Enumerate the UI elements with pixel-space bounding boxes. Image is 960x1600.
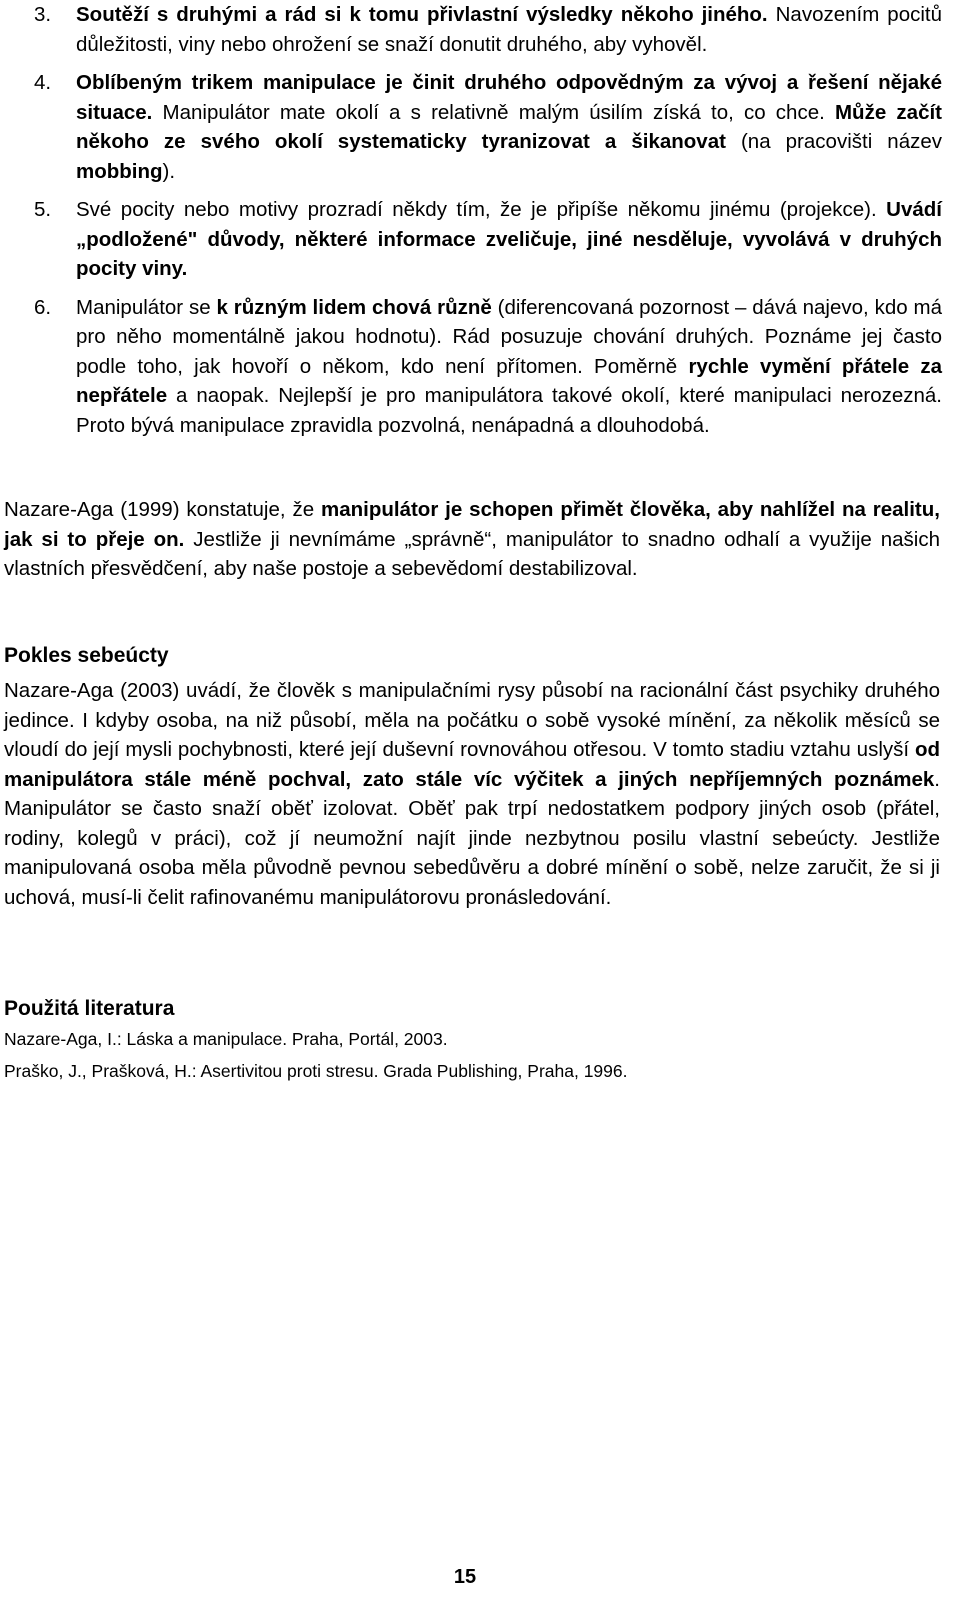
text-segment: Oblíbeným trikem manipulace je činit druhého odpovědným za vývoj a řešení nějaké situace. <box>76 71 942 124</box>
reference-item: Praško, J., Prašková, H.: Asertivitou proti stresu. Grada Publishing, Praha, 1996. <box>4 1061 628 1081</box>
list-item <box>34 0 942 59</box>
text-segment: (na pracovišti název <box>725 130 942 153</box>
text-segment: Jestliže ji nevnímáme „správně“, manipulátor to snadno odhalí a využije našich vlastních přesvědčení, aby naše postoje a sebevědomí destabilizoval. <box>4 527 940 580</box>
text-segment: od manipulátora stále méně pochval, zato stále víc výčitek a jiných nepříjemných poznámek <box>4 738 940 791</box>
text-segment: Nazare-Aga (1999) konstatuje, že <box>4 498 321 521</box>
text-segment: Nazare-Aga (2003) uvádí, že člověk s manipulačními rysy působí na racionální část psychiky druhého jedince. I kdyby osoba, na niž působí, měla na počátku o sobě vysoké mínění, za několik měsíců se vloudí do její mysli pochybnosti, které její duševní rovnováhou otřesou. V tomto stadiu vztahu uslyší <box>4 679 940 761</box>
list-item <box>34 195 942 284</box>
list-item-number: 6. <box>34 295 52 319</box>
text-segment: k různým lidem chová různě <box>216 295 492 319</box>
text-segment: Uvádí „podložené" důvody, některé informace zveličuje, jiné nesděluje, vyvolává v druhých pocity viny. <box>76 198 942 280</box>
list-item-number: 3. <box>34 3 52 26</box>
text-segment: . Manipulátor se často snaží oběť izolovat. Oběť pak trpí nedostatkem podpory jiných osob (přátel, rodiny, kolegů v práci), což jí neumožní najít jinde nezbytnou posilu vlastní sebeúcty. Jestliže manipulovaná osoba měla původně pevnou sebedůvěru a dobré mínění o sobě, nelze zaručit, že si ji uchová, musí-li čelit rafinovanému manipulátorovu pronásledování. <box>4 767 940 909</box>
paragraph-self-esteem <box>4 676 940 912</box>
list-item-text <box>76 195 942 284</box>
text-segment: Navozením pocitů důležitosti, viny nebo ohrožení se snaží donutit druhého, aby vyhověl. <box>76 3 943 56</box>
text-segment: (diferencovaná pozornost – dává najevo, kdo má pro něho momentálně jakou hodnotu). Rád posuzuje chování druhých. Poznáme jej často podle toho, jak hovoří o někom, kdo není přítomen. Poměrně <box>76 295 942 378</box>
section-heading-literature: Použitá literatura <box>4 997 175 1020</box>
text-segment: a naopak. Nejlepší je pro manipulátora takové okolí, které manipulaci nerozezná. Proto bývá manipulace zpravidla pozvolná, nenápadná a dlouhodobá. <box>76 384 942 437</box>
text-segment: mobbing <box>76 159 163 183</box>
text-segment: Soutěží s druhými a rád si k tomu přivlastní výsledky někoho jiného. <box>76 3 768 26</box>
paragraph-manipulation-reality <box>4 495 940 584</box>
text-segment: manipulátor je schopen přimět člověka, aby nahlížel na realitu, jak si to přeje on. <box>4 498 940 551</box>
list-item <box>34 68 942 186</box>
section-heading-self-esteem: Pokles sebeúcty <box>4 644 169 667</box>
page-number: 15 <box>453 1566 477 1588</box>
list-item <box>34 293 942 441</box>
list-item-text <box>76 0 942 59</box>
reference-item: Nazare-Aga, I.: Láska a manipulace. Praha, Portál, 2003. <box>4 1029 448 1049</box>
text-segment: Může začít někoho ze svého okolí systematicky tyranizovat a šikanovat <box>76 100 942 153</box>
list-item-number: 4. <box>34 71 52 94</box>
list-item-number: 5. <box>34 198 52 221</box>
text-segment: ). <box>162 159 176 183</box>
text-segment: rychle vymění přátele za nepřátele <box>76 354 943 407</box>
list-item-text <box>76 293 942 441</box>
numbered-list <box>34 0 942 449</box>
text-segment: Manipulátor se <box>76 295 217 319</box>
list-item-text <box>76 68 942 186</box>
text-segment: Své pocity nebo motivy prozradí někdy tím, že je připíše někomu jinému (projekce). <box>76 198 887 221</box>
text-segment: Manipulátor mate okolí a s relativně malým úsilím získá to, co chce. <box>152 100 835 124</box>
